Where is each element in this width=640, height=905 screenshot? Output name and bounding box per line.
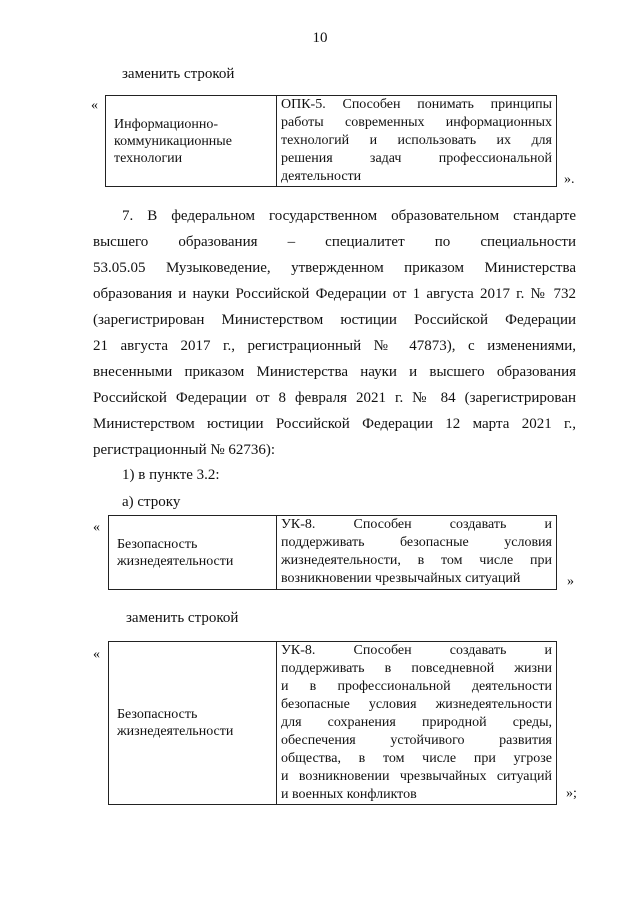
table2-open-quote: « bbox=[93, 520, 100, 535]
table3-left-cell bbox=[109, 642, 277, 805]
paragraph7-line: Российской Федерации от 8 февраля 2021 г. № 84 (зарегистрирован bbox=[93, 390, 576, 406]
table3-right-line: и в профессиональной деятельности bbox=[281, 679, 552, 694]
table3-right-line: УК-8. Способен создавать и bbox=[281, 643, 552, 658]
table3-open-quote: « bbox=[93, 647, 100, 662]
paragraph7-line: 21 августа 2017 г., регистрационный № 47873), с изменениями, bbox=[93, 338, 576, 354]
page-number: 10 bbox=[312, 30, 328, 46]
table1-right-line: работы современных информационных bbox=[281, 115, 552, 130]
table1-right-line: решения задач профессиональной bbox=[281, 151, 552, 166]
table3-right-line: поддерживать в повседневной жизни bbox=[281, 661, 552, 676]
table3-right-line: безопасные условия жизнедеятельности bbox=[281, 697, 552, 712]
table3-left-line: жизнедеятельности bbox=[117, 724, 234, 739]
table2-right-line: поддерживать безопасные условия bbox=[281, 535, 552, 550]
table2-right-line: УК-8. Способен создавать и bbox=[281, 517, 552, 532]
table3-right-line: и возникновении чрезвычайных ситуаций bbox=[281, 769, 552, 784]
table1-right-line: технологий и использовать их для bbox=[281, 133, 552, 148]
table1-right-line: деятельности bbox=[281, 169, 362, 184]
table2-left-line: жизнедеятельности bbox=[117, 553, 234, 569]
table1-open-quote: « bbox=[91, 98, 98, 113]
paragraph7-line: образования и науки Российской Федерации от 1 августа 2017 г. № 732 bbox=[93, 286, 576, 302]
table2-left-cell bbox=[109, 516, 277, 590]
table2-right-cell bbox=[277, 516, 557, 590]
table1-left-line: Информационно- bbox=[114, 116, 219, 132]
table1-left-line: коммуникационные bbox=[114, 133, 232, 149]
table2-right-line: жизнедеятельности, в том числе при bbox=[281, 553, 552, 568]
table3 bbox=[108, 641, 557, 805]
paragraph7-line: (зарегистрирован Министерством юстиции Российской Федерации bbox=[93, 312, 576, 328]
table3-left-line: Безопасность bbox=[117, 707, 198, 722]
table3-right-line: и военных конфликтов bbox=[281, 787, 417, 802]
paragraph7-line: 7. В федеральном государственном образовательном стандарте bbox=[122, 208, 576, 224]
table3-right-line: обеспечения устойчивого развития bbox=[281, 733, 552, 748]
table1-left-cell bbox=[106, 96, 277, 187]
table3-right-line: общества, в том числе при угрозе bbox=[281, 751, 552, 766]
paragraph7-line: регистрационный № 62736): bbox=[93, 442, 276, 458]
paragraph7-line: Министерством юстиции Российской Федерации 12 марта 2021 г., bbox=[93, 416, 576, 432]
table2-left-line: Безопасность bbox=[117, 536, 198, 552]
item-a: а) строку bbox=[122, 494, 181, 510]
table1-close-quote: ». bbox=[564, 172, 575, 187]
table1-left-line: технологии bbox=[114, 150, 183, 166]
table2 bbox=[108, 515, 557, 590]
replace-instruction-2: заменить строкой bbox=[126, 610, 239, 626]
item-1: 1) в пункте 3.2: bbox=[122, 467, 220, 483]
table1 bbox=[105, 95, 557, 187]
paragraph7-line: внесенными приказом Министерства науки и высшего образования bbox=[93, 364, 576, 380]
table1-right-line: ОПК-5. Способен понимать принципы bbox=[281, 97, 552, 112]
paragraph7-line: высшего образования – специалитет по специальности bbox=[93, 234, 576, 250]
table3-close-quote: »; bbox=[566, 786, 577, 801]
table2-right-line: возникновении чрезвычайных ситуаций bbox=[281, 571, 521, 586]
table1-right-cell bbox=[277, 96, 557, 187]
table3-right-cell bbox=[277, 642, 557, 805]
replace-instruction-1: заменить строкой bbox=[122, 66, 235, 82]
paragraph7-line: 53.05.05 Музыковедение, утвержденном приказом Министерства bbox=[93, 260, 576, 276]
table2-close-quote: » bbox=[567, 574, 574, 589]
table3-right-line: для сохранения природной среды, bbox=[281, 715, 552, 730]
